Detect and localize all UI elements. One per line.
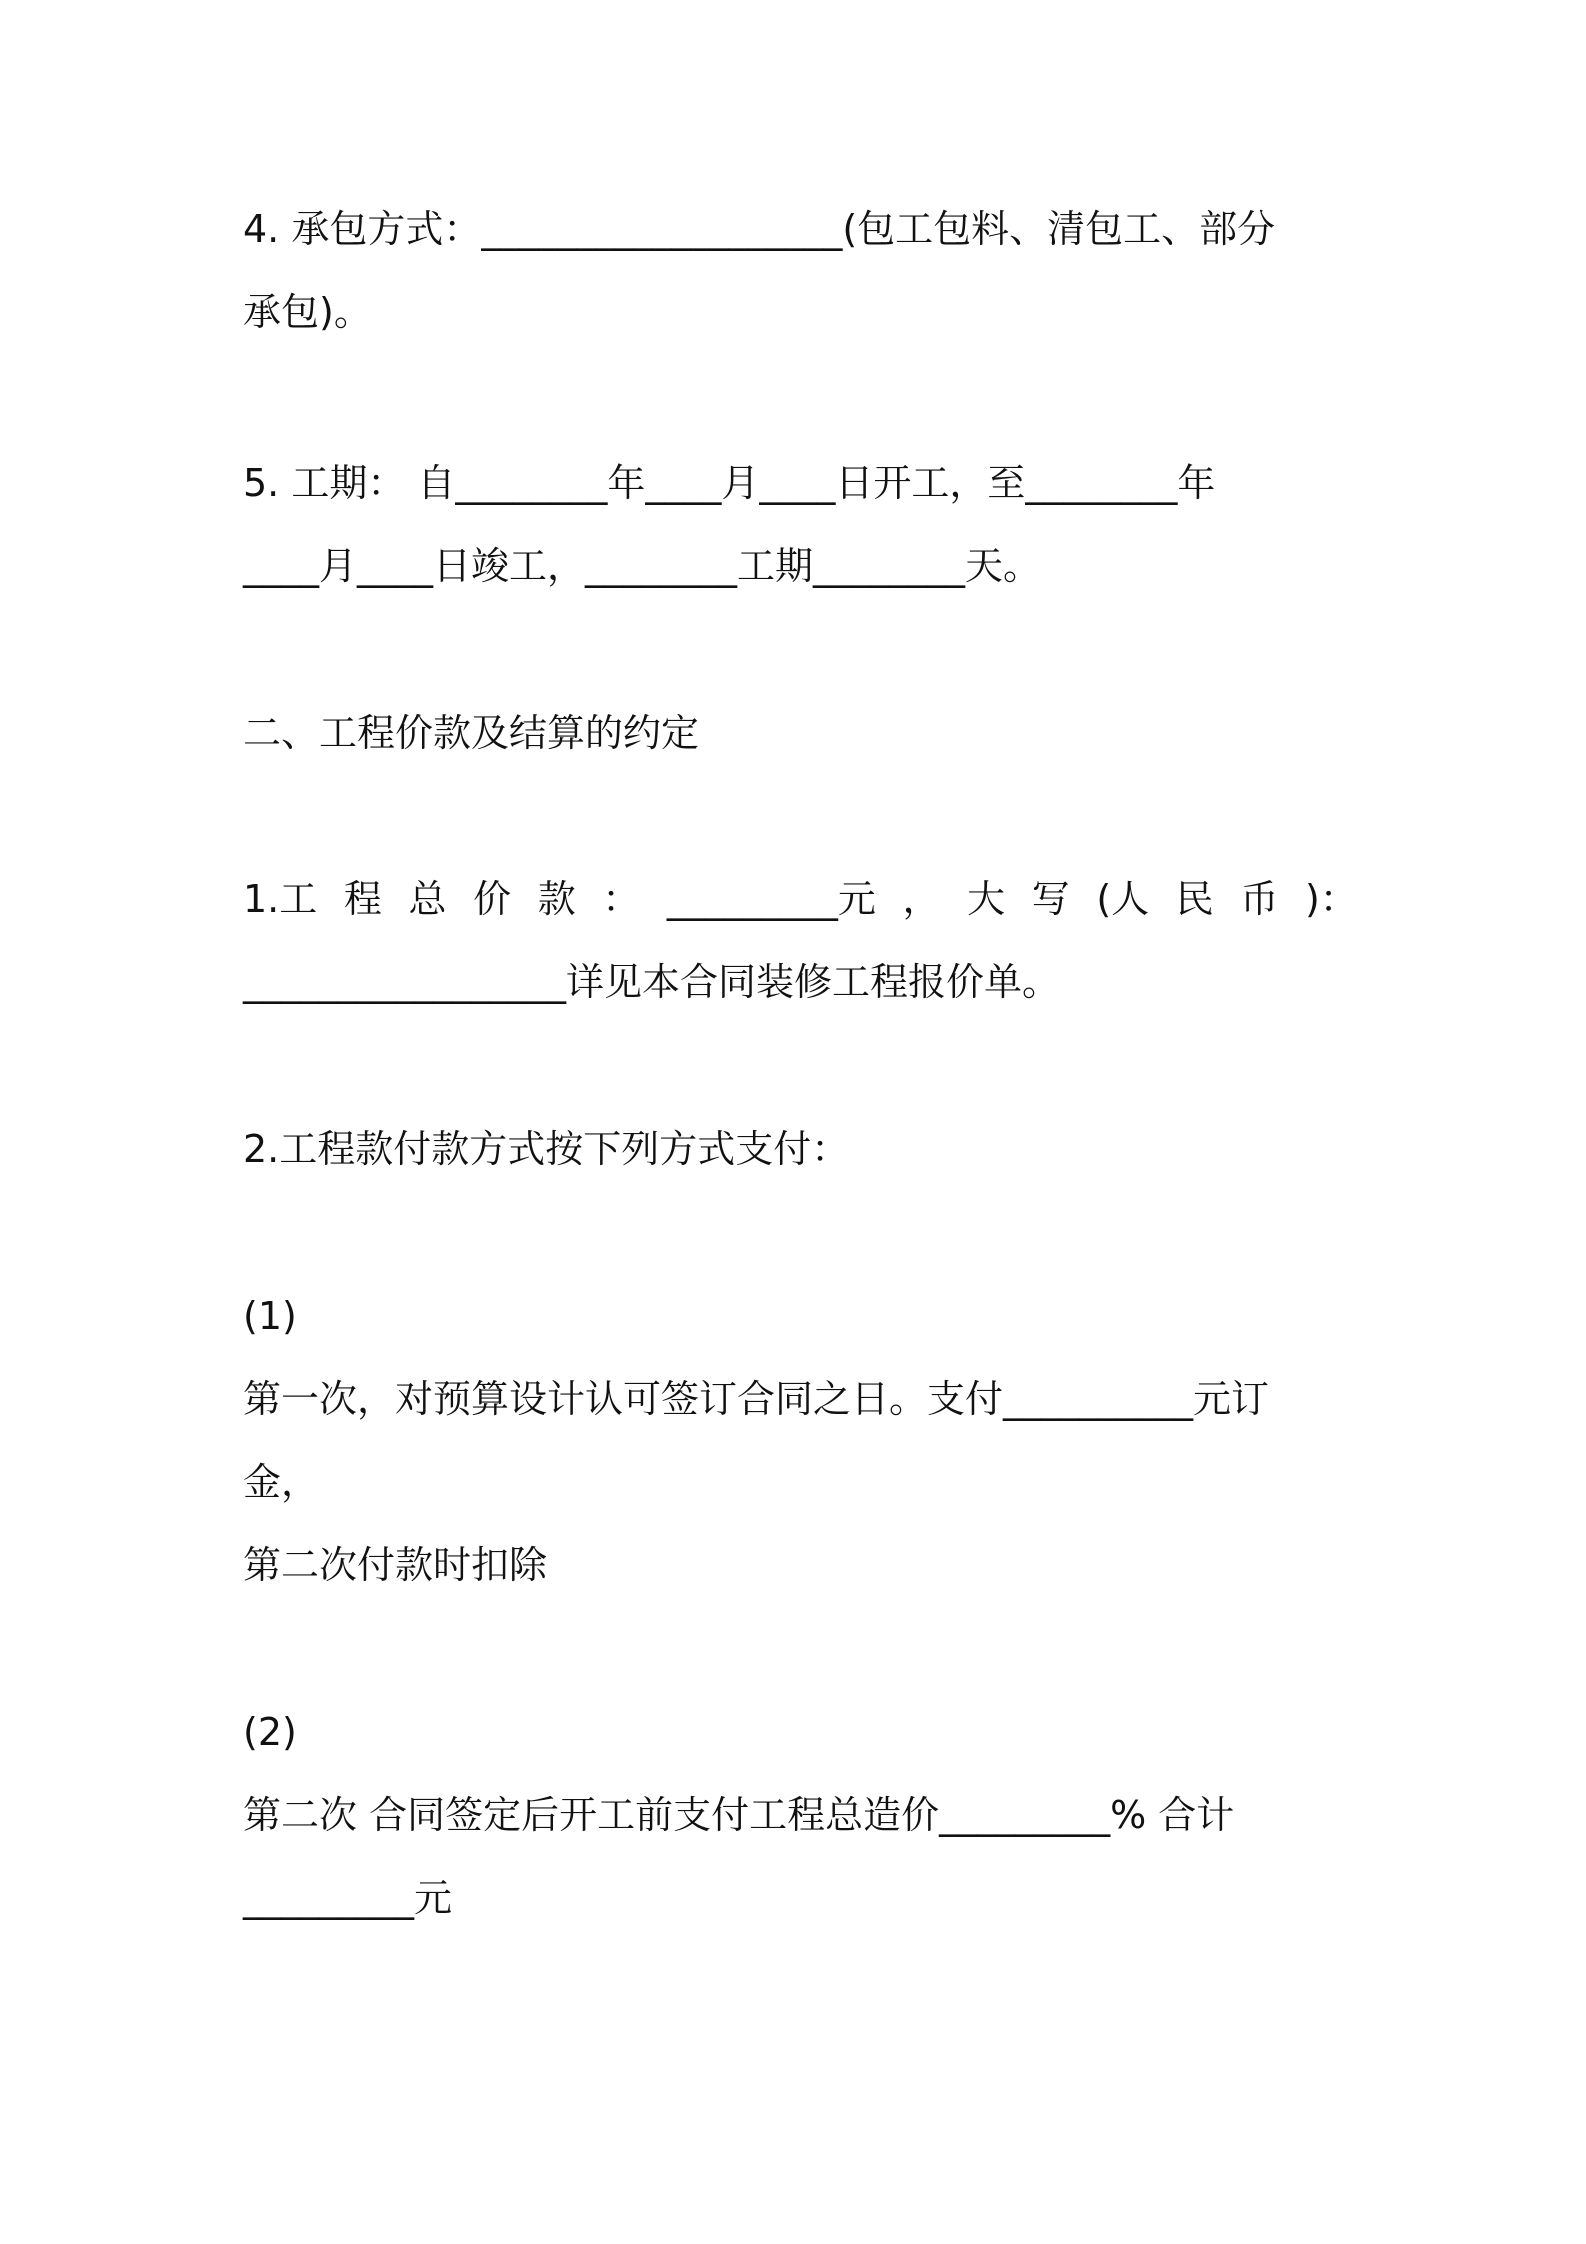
total-price-continuation: _________________详见本合同装修工程报价单。 [243,960,1061,1004]
item-4-contract-method: 4. 承包方式：___________________(包工包料、清包工、部分 [243,207,1276,251]
payment-2-number: (2) [243,1710,297,1754]
price-part: 款 [537,877,576,921]
payment-1-number: (1) [243,1294,297,1338]
total-price-line [243,875,1358,923]
price-part: 总 [408,877,447,921]
price-part: )： [1304,877,1358,921]
price-part: 写 [1031,877,1070,921]
price-part: ， [902,877,941,921]
price-part: 程 [343,877,382,921]
price-part: (人 [1096,877,1150,921]
price-part: ： [602,877,641,921]
payment-1-deduction: 第二次付款时扣除 [243,1543,548,1587]
payment-2-line: 第二次 合同签定后开工前支付工程总造价_________% 合计 [243,1793,1235,1837]
price-part: 币 [1240,877,1279,921]
price-part: 大 [967,877,1006,921]
price-part: 价 [473,877,512,921]
item-5-construction-period: 5. 工期： 自________年____月____日开工，至________年 [243,461,1216,505]
payment-method-line: 2.工程款付款方式按下列方式支付： [243,1127,850,1171]
payment-1-continuation: 金， [243,1460,320,1504]
price-part: 1.工 [243,877,318,921]
item-4-continuation: 承包)。 [243,290,372,334]
payment-2-continuation: _________元 [243,1876,453,1920]
price-part: _________元 [666,877,876,921]
payment-1-line: 第一次，对预算设计认可签订合同之日。支付__________元订 [243,1377,1270,1421]
item-5-continuation: ____月____日竣工，________工期________天。 [243,544,1042,588]
price-part: 民 [1175,877,1214,921]
section-2-heading: 二、工程价款及结算的约定 [243,711,700,755]
